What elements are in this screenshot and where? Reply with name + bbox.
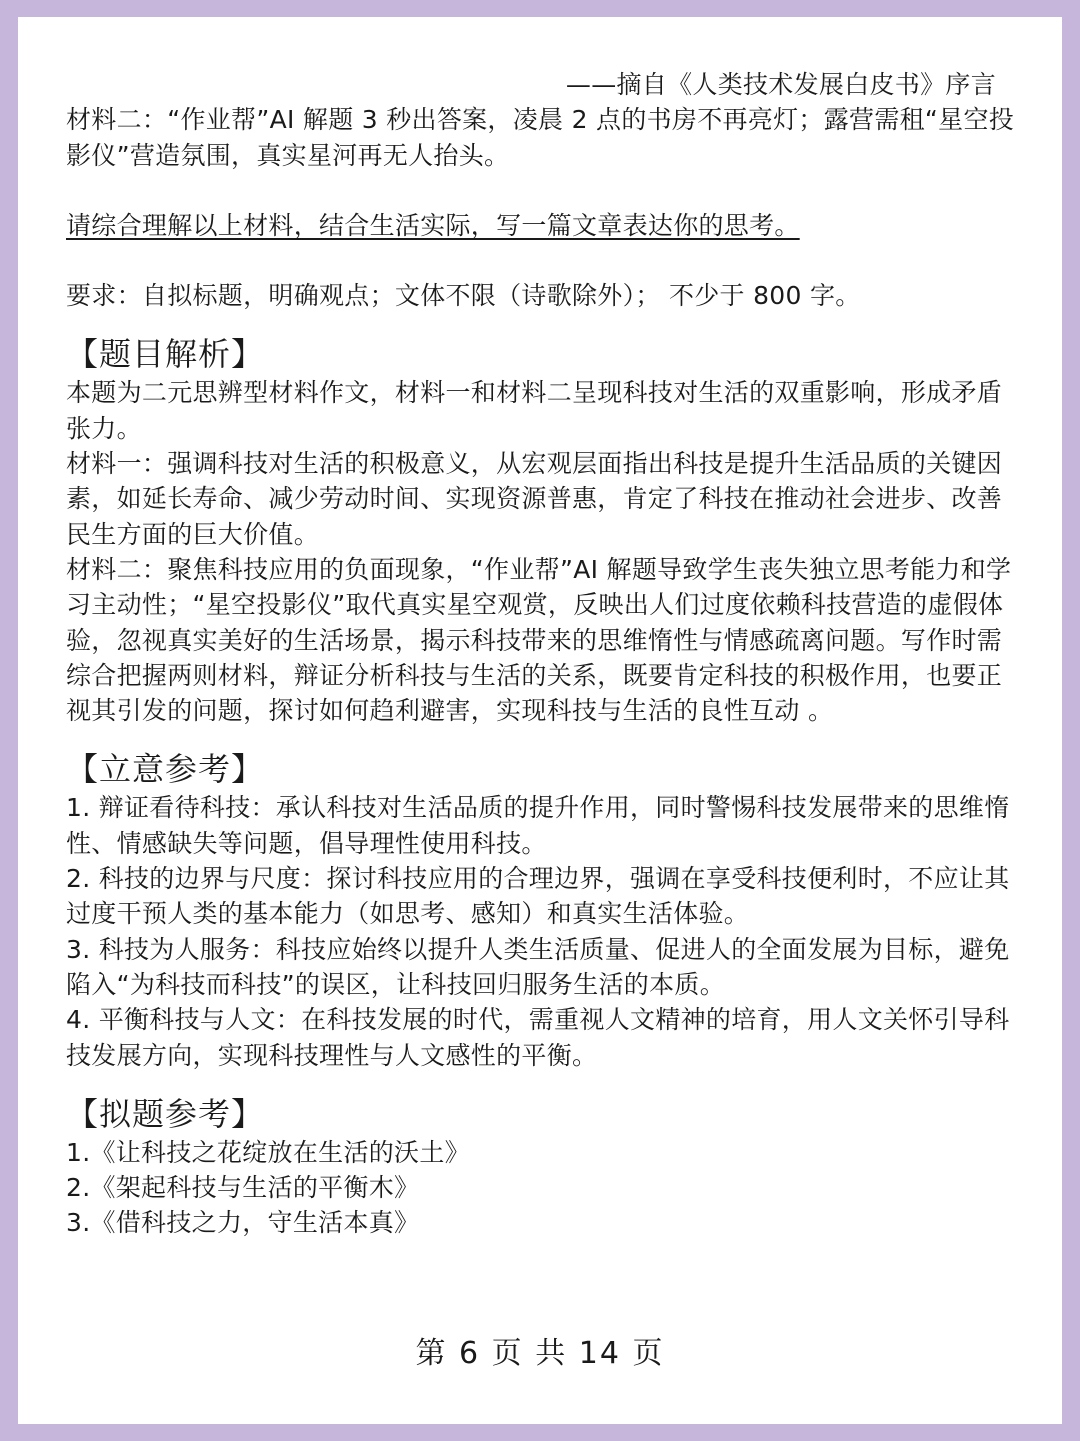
analysis-paragraph: 材料二：聚焦科技应用的负面现象，“作业帮”AI 解题导致学生丧失独立思考能力和学习主动性；“星空投影仪”取代真实星空观赏，反映出人们过度依赖科技营造的虚假体验，忽视真实美好的生活场景，揭示科技带来的思维惰性与情感疏离问题。写作时需综合把握两则材料，辩证分析科技与生活的关系，既要肯定科技的积极作用，也要正视其引发的问题，探讨如何趋利避害，实现科技与生活的良性互动 。	[66, 554, 1012, 726]
title-item: 2.《架起科技与生活的平衡木》	[66, 1173, 420, 1203]
title-item: 1.《让科技之花绽放在生活的沃土》	[66, 1137, 470, 1167]
idea-item: 4. 平衡科技与人文：在科技发展的时代，需重视人文精神的培育，用人文关怀引导科技发展方向，实现科技理性与人文感性的平衡。	[66, 1005, 1010, 1070]
writing-requirement: 要求：自拟标题，明确观点；文体不限（诗歌除外）； 不少于 800 字。	[66, 281, 861, 311]
analysis-paragraph: 材料一：强调科技对生活的积极意义，从宏观层面指出科技是提升生活品质的关键因素，如延长寿命、减少劳动时间、实现资源普惠，肯定了科技在推动社会进步、改善民生方面的巨大价值。	[66, 449, 1003, 549]
writing-prompt: 请综合理解以上材料，结合生活实际，写一篇文章表达你的思考。	[66, 210, 800, 240]
idea-item: 1. 辩证看待科技：承认科技对生活品质的提升作用，同时警惕科技发展带来的思维惰性、情感缺失等问题，倡导理性使用科技。	[66, 793, 1010, 858]
spacer	[66, 243, 1016, 278]
idea-item: 2. 科技的边界与尺度：探讨科技应用的合理边界，强调在享受科技便利时，不应让其过度干预人类的基本能力（如思考、感知）和真实生活体验。	[66, 864, 1010, 929]
analysis-paragraph: 本题为二元思辨型材料作文，材料一和材料二呈现科技对生活的双重影响，形成矛盾张力。	[66, 378, 1003, 443]
spacer	[66, 173, 1016, 208]
page-number: 第 6 页 共 14 页	[415, 1336, 665, 1371]
document-page	[18, 17, 1062, 1424]
material-two-text: 材料二：“作业帮”AI 解题 3 秒出答案，凌晨 2 点的书房不再亮灯；露营需租“星空投影仪”营造氛围，真实星河再无人抬头。	[66, 105, 1015, 170]
ideas-heading: 【立意参考】	[66, 750, 265, 789]
titles-heading: 【拟题参考】	[66, 1094, 265, 1133]
spacer	[66, 728, 1016, 748]
analysis-heading: 【题目解析】	[66, 335, 265, 374]
source-attribution: ——摘自《人类技术发展白皮书》序言	[565, 70, 996, 99]
title-item: 3.《借科技之力，守生活本真》	[66, 1208, 420, 1238]
idea-item: 3. 科技为人服务：科技应始终以提升人类生活质量、促进人的全面发展为目标，避免陷入“为科技而科技”的误区，让科技回归服务生活的本质。	[66, 934, 1010, 999]
document-body	[66, 67, 1016, 1241]
spacer	[66, 313, 1016, 333]
spacer	[66, 1073, 1016, 1093]
